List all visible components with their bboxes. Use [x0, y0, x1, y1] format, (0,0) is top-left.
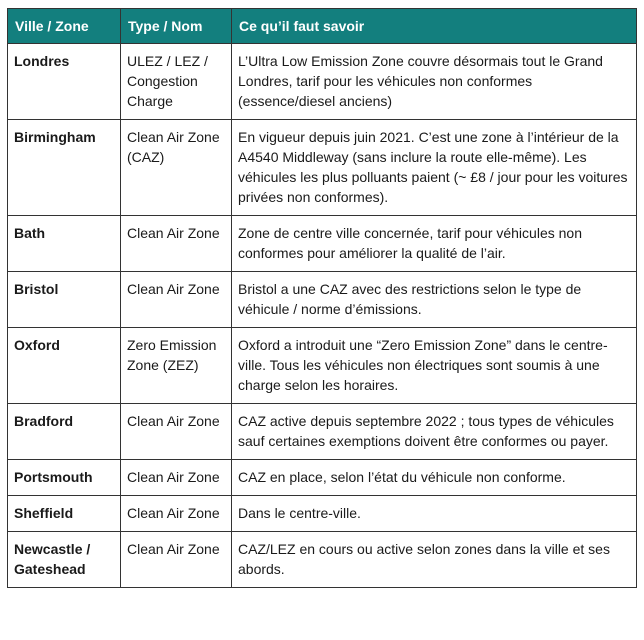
cell-info: Oxford a introduit une “Zero Emission Zone” dans le centre-ville. Tous les véhicules non électriques sont soumis à une charge selon les horaires.: [232, 328, 637, 404]
cell-type: Clean Air Zone: [121, 404, 232, 460]
cell-type: Clean Air Zone (CAZ): [121, 120, 232, 216]
cell-type: Clean Air Zone: [121, 496, 232, 532]
cell-city: Bath: [8, 216, 121, 272]
cell-info: CAZ en place, selon l’état du véhicule non conforme.: [232, 460, 637, 496]
clean-air-zones-table: [7, 8, 637, 588]
header-info: Ce qu’il faut savoir: [232, 9, 637, 44]
cell-type: Clean Air Zone: [121, 460, 232, 496]
cell-type: Clean Air Zone: [121, 216, 232, 272]
table-row: [8, 216, 637, 272]
cell-type: Clean Air Zone: [121, 532, 232, 588]
header-type: Type / Nom: [121, 9, 232, 44]
header-row: [8, 9, 637, 44]
cell-info: Zone de centre ville concernée, tarif pour véhicules non conformes pour améliorer la qualité de l’air.: [232, 216, 637, 272]
cell-info: CAZ/LEZ en cours ou active selon zones dans la ville et ses abords.: [232, 532, 637, 588]
table-row: [8, 44, 637, 120]
table-row: [8, 404, 637, 460]
cell-info: En vigueur depuis juin 2021. C’est une zone à l’intérieur de la A4540 Middleway (sans inclure la route elle-même). Les véhicules les plus polluants paient (~ £8 / jour pour les voitures privées non conformes).: [232, 120, 637, 216]
cell-info: L’Ultra Low Emission Zone couvre désormais tout le Grand Londres, tarif pour les véhicules non conformes (essence/diesel anciens): [232, 44, 637, 120]
cell-type: ULEZ / LEZ / Congestion Charge: [121, 44, 232, 120]
cell-info: Bristol a une CAZ avec des restrictions selon le type de véhicule / norme d’émissions.: [232, 272, 637, 328]
cell-city: Bradford: [8, 404, 121, 460]
table-body: [8, 44, 637, 588]
table-row: [8, 120, 637, 216]
cell-type: Clean Air Zone: [121, 272, 232, 328]
cell-info: CAZ active depuis septembre 2022 ; tous types de véhicules sauf certaines exemptions doivent être conformes ou payer.: [232, 404, 637, 460]
cell-type: Zero Emission Zone (ZEZ): [121, 328, 232, 404]
table-row: [8, 496, 637, 532]
table-row: [8, 328, 637, 404]
cell-city: Londres: [8, 44, 121, 120]
cell-info: Dans le centre-ville.: [232, 496, 637, 532]
header-city: Ville / Zone: [8, 9, 121, 44]
table-header: [8, 9, 637, 44]
cell-city: Birmingham: [8, 120, 121, 216]
cell-city: Sheffield: [8, 496, 121, 532]
table-row: [8, 532, 637, 588]
cell-city: Newcastle / Gateshead: [8, 532, 121, 588]
cell-city: Oxford: [8, 328, 121, 404]
table-row: [8, 460, 637, 496]
table-row: [8, 272, 637, 328]
cell-city: Portsmouth: [8, 460, 121, 496]
cell-city: Bristol: [8, 272, 121, 328]
